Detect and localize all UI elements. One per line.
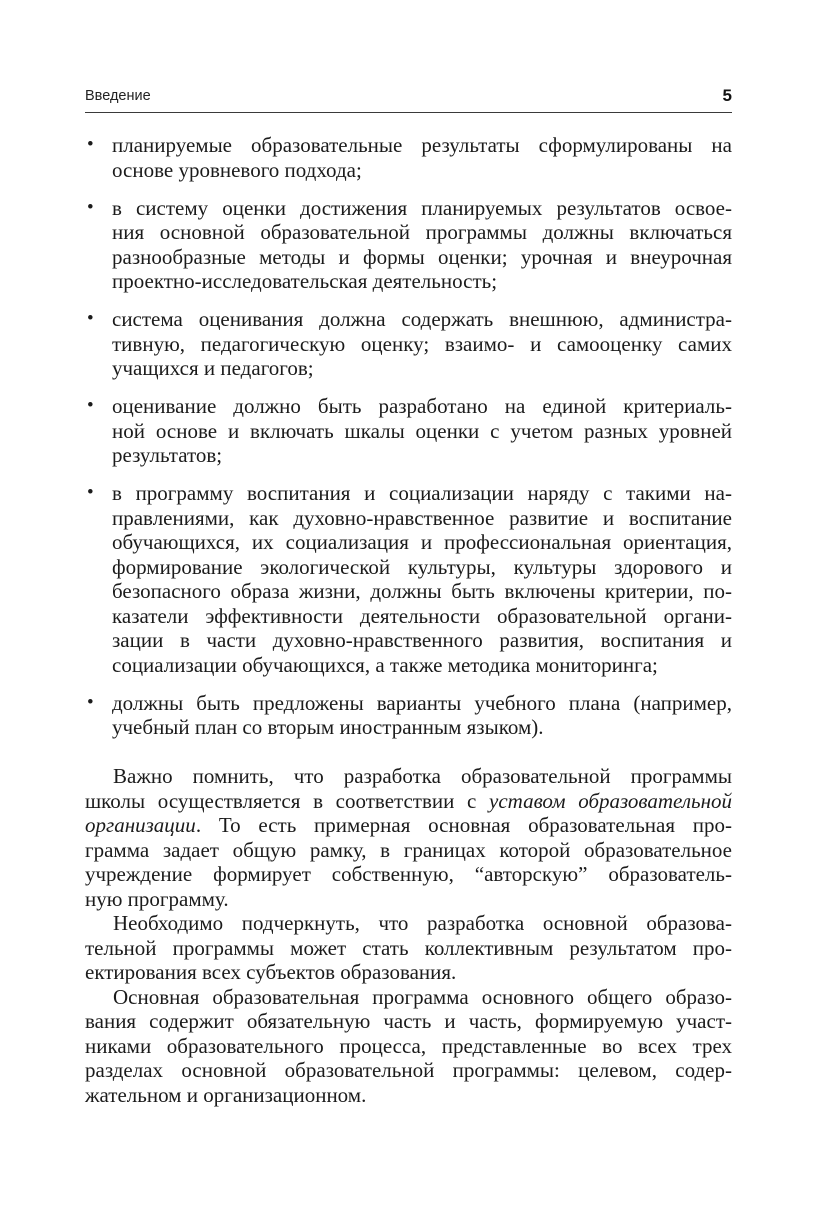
page-content — [85, 133, 732, 1107]
bullet-text — [112, 481, 732, 677]
paragraph — [85, 764, 732, 911]
bullet-line: казатели эффективности деятельности образовательной органи- — [112, 603, 732, 628]
paragraph-line: вания содержит обязательную часть и часть, формируемую участ- — [85, 1009, 732, 1033]
bullet-text — [112, 691, 732, 740]
paragraph — [85, 911, 732, 985]
header-divider — [85, 112, 732, 113]
bullet-line: разнообразные методы и формы оценки; урочная и внеурочная — [112, 244, 732, 269]
paragraph-line: ектирования всех субъектов образования. — [85, 960, 457, 984]
bullet-item — [85, 196, 732, 294]
italic-text: уставом образовательной — [489, 788, 732, 813]
paragraph-line: никами образовательного процесса, представленные во всех трех — [85, 1033, 732, 1058]
paragraph-line — [85, 813, 732, 838]
running-header — [85, 84, 732, 108]
bullet-item — [85, 133, 732, 182]
text-segment: . То есть примерная основная образовательная про- — [195, 813, 732, 837]
bullet-line: система оценивания должна содержать внешнюю, администра- — [112, 307, 732, 331]
bullet-line: должны быть предложены варианты учебного плана (например, — [112, 690, 732, 715]
paragraph-line — [85, 789, 732, 814]
paragraph-line: жательном и организационном. — [85, 1082, 367, 1107]
paragraph-line: грамма задает общую рамку, в границах которой образовательное — [85, 837, 732, 862]
paragraph-line: учреждение формирует собственную, “авторскую” образователь- — [85, 862, 732, 886]
bullet-line: учащихся и педагогов; — [112, 356, 314, 380]
bullet-marker: • — [87, 482, 94, 503]
bullet-line: в программу воспитания и социализации наряду с такими на- — [112, 481, 732, 505]
paragraph-line: разделах основной образовательной программы: целевом, содер- — [85, 1058, 732, 1082]
bullet-line: учебный план со вторым иностранным языком). — [112, 715, 544, 739]
paragraph-line: Необходимо подчеркнуть, что разработка основной образова- — [113, 911, 732, 935]
bullet-line: ния основной образовательной программы должны включаться — [112, 220, 732, 244]
paragraph-line: тельной программы может стать коллективным результатом про- — [85, 935, 732, 960]
bullet-marker: • — [87, 196, 94, 218]
bullet-marker: • — [87, 134, 94, 155]
bullet-line: планируемые образовательные результаты сформулированы на — [112, 133, 732, 157]
paragraph-line: Основная образовательная программа основного общего образо- — [113, 984, 732, 1009]
bullet-item — [85, 691, 732, 740]
bullet-line: формирование экологической культуры, культуры здорового и — [112, 554, 732, 579]
bullet-marker: • — [87, 395, 94, 416]
bullet-line: безопасного образа жизни, должны быть включены критерии, по- — [112, 579, 732, 603]
bullet-line: ной основе и включать шкалы оценки с учетом разных уровней — [112, 418, 732, 443]
bullet-line: результатов; — [112, 443, 223, 467]
bullet-text — [112, 133, 732, 182]
bullet-line: оценивание должно быть разработано на единой критериаль- — [112, 394, 732, 418]
bullet-line: правлениями, как духовно-нравственное развитие и воспитание — [112, 505, 732, 530]
bullet-line: основе уровневого подхода; — [112, 157, 362, 182]
body-text — [85, 764, 732, 1107]
bullet-line: обучающихся, их социализация и профессиональная ориентация, — [112, 530, 732, 554]
bullet-list — [85, 133, 732, 740]
section-title: Введение — [85, 88, 151, 104]
bullet-text — [112, 394, 732, 468]
bullet-text — [112, 307, 732, 381]
bullet-text — [112, 196, 732, 294]
bullet-marker: • — [87, 691, 94, 713]
bullet-item — [85, 481, 732, 677]
paragraph-line: ную программу. — [85, 886, 229, 911]
bullet-line: тивную, педагогическую оценку; взаимо- и самооценку самих — [112, 331, 732, 356]
text-segment: школы осуществляется в соответствии с — [85, 788, 490, 813]
bullet-line: зации в части духовно-нравственного развития, воспитания и — [112, 628, 732, 652]
bullet-item — [85, 394, 732, 468]
paragraph — [85, 985, 732, 1108]
page-number: 5 — [722, 86, 732, 105]
italic-text: организации — [85, 813, 196, 837]
bullet-marker: • — [87, 308, 94, 329]
bullet-item — [85, 307, 732, 381]
bullet-line: в систему оценки достижения планируемых результатов освое- — [112, 195, 732, 220]
bullet-line: проектно-исследовательская деятельность; — [112, 269, 498, 293]
bullet-line: социализации обучающихся, а также методика мониторинга; — [112, 652, 658, 677]
paragraph-line: Важно помнить, что разработка образовательной программы — [113, 764, 732, 788]
